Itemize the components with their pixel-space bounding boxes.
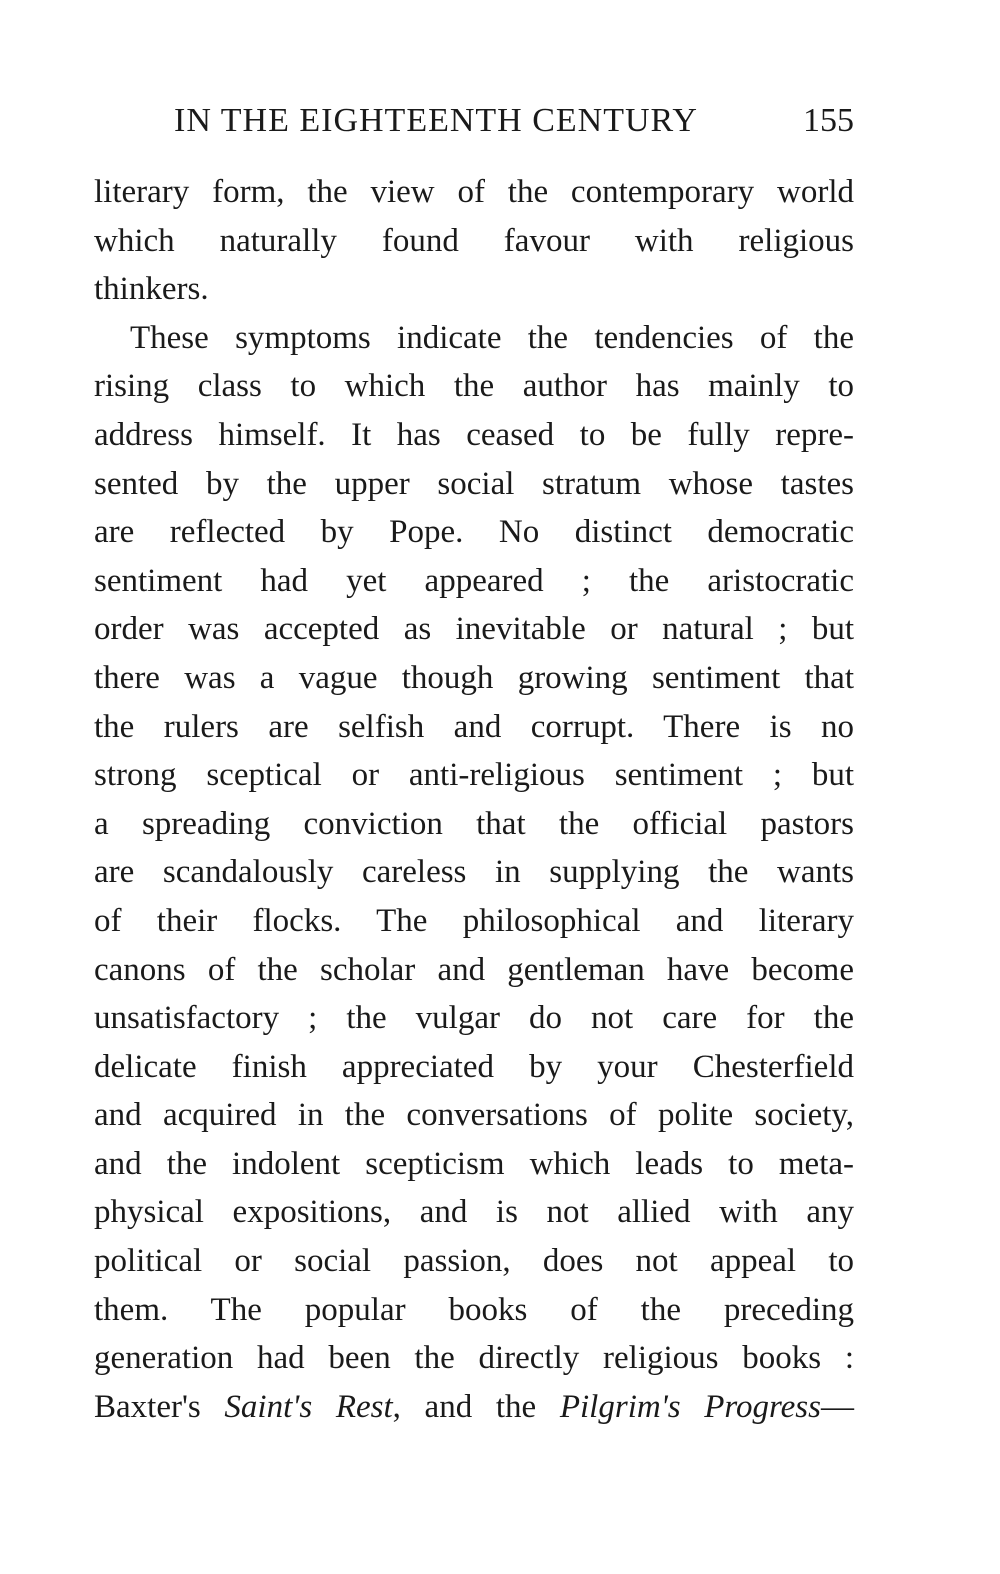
text-line: These symptoms indicate the tendencies of the [130, 319, 854, 356]
text-run: — [821, 1388, 854, 1425]
text-line: political or social passion, does not appeal to [94, 1243, 854, 1280]
text-line: and the indolent scepticism which leads to meta- [94, 1145, 854, 1182]
body-text [94, 168, 854, 1431]
text-line: rising class to which the author has mainly to [94, 368, 854, 405]
page-number: 155 [803, 102, 854, 139]
text-line: physical expositions, and is not allied with any [94, 1194, 854, 1231]
text-run: , and the [392, 1388, 560, 1425]
book-title-saints-rest: Saint's Rest [224, 1388, 393, 1425]
text-line: of their flocks. The philosophical and literary [94, 902, 854, 939]
text-line: which naturally found favour with religious [94, 222, 854, 259]
paragraph [94, 314, 854, 1432]
text-line: a spreading conviction that the official pastors [94, 805, 854, 842]
text-line: are reflected by Pope. No distinct democratic [94, 514, 854, 551]
text-line: canons of the scholar and gentleman have become [94, 951, 854, 988]
text-line: the rulers are selfish and corrupt. There is no [94, 708, 854, 745]
text-run: Baxter's [94, 1388, 225, 1425]
text-line: delicate finish appreciated by your Chesterfield [94, 1048, 854, 1085]
text-line: generation had been the directly religious books : [94, 1340, 854, 1377]
text-line: order was accepted as inevitable or natural ; but [94, 611, 854, 648]
paragraph-continued [94, 168, 854, 314]
running-title: IN THE EIGHTEENTH CENTURY [174, 102, 698, 139]
text-line: unsatisfactory ; the vulgar do not care for the [94, 1000, 854, 1037]
text-line: are scandalously careless in supplying the wants [94, 854, 854, 891]
text-line: there was a vague though growing sentiment that [94, 659, 854, 696]
text-line-final [94, 1383, 854, 1432]
text-line: strong sceptical or anti-religious sentiment ; but [94, 757, 854, 794]
text-line: sented by the upper social stratum whose tastes [94, 465, 854, 502]
text-line: sentiment had yet appeared ; the aristocratic [94, 562, 854, 599]
text-line: address himself. It has ceased to be fully repre- [94, 416, 854, 453]
text-line: and acquired in the conversations of polite society, [94, 1097, 854, 1134]
text-line: them. The popular books of the preceding [94, 1291, 854, 1328]
book-title-pilgrims-progress: Pilgrim's Progress [559, 1388, 821, 1425]
running-head [94, 102, 854, 146]
text-line: thinkers. [94, 271, 209, 308]
text-line: literary form, the view of the contemporary world [94, 174, 854, 210]
